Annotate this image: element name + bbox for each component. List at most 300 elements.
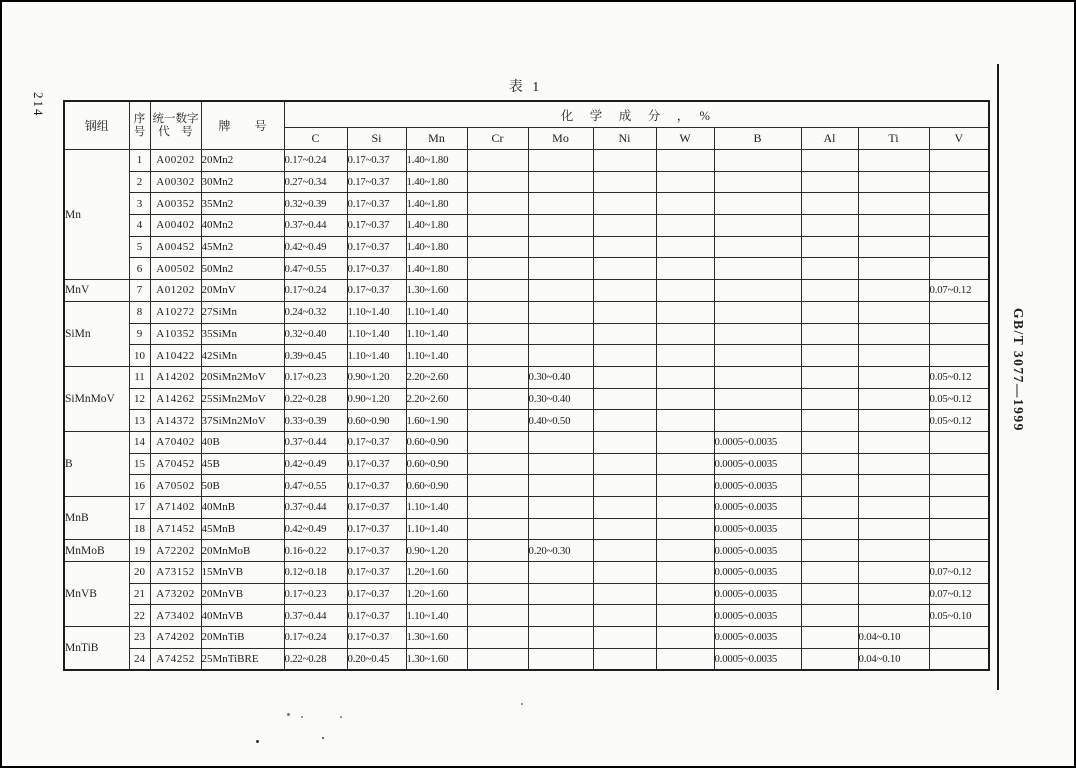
value-cell-al: [801, 323, 858, 345]
value-cell-si: 0.17~0.37: [347, 236, 406, 258]
value-cell-al: [801, 562, 858, 584]
code-cell: A00302: [150, 171, 201, 193]
steel-group-cell: MnVB: [64, 562, 129, 627]
value-cell-mn: 1.60~1.90: [406, 410, 467, 432]
code-cell: A70502: [150, 475, 201, 497]
steel-group-cell: MnB: [64, 497, 129, 540]
grade-cell: 35SiMn: [201, 323, 284, 345]
value-cell-al: [801, 366, 858, 388]
scan-speck: [256, 740, 259, 743]
value-cell-v: [929, 627, 989, 649]
value-cell-mn: 1.40~1.80: [406, 171, 467, 193]
value-cell-mn: 1.30~1.60: [406, 627, 467, 649]
value-cell-c: 0.37~0.44: [284, 431, 347, 453]
value-cell-cr: [467, 171, 528, 193]
value-cell-mn: 0.60~0.90: [406, 475, 467, 497]
value-cell-mo: 0.30~0.40: [528, 366, 593, 388]
value-cell-w: [656, 323, 714, 345]
value-cell-cr: [467, 648, 528, 670]
serial-cell: 18: [129, 518, 150, 540]
steel-group-cell: MnV: [64, 280, 129, 302]
value-cell-ni: [593, 258, 656, 280]
value-cell-ni: [593, 518, 656, 540]
value-cell-mn: 1.20~1.60: [406, 583, 467, 605]
value-cell-ti: [858, 475, 929, 497]
header-serial-line1: 序: [133, 113, 146, 125]
value-cell-si: 0.17~0.37: [347, 497, 406, 519]
code-cell: A00452: [150, 236, 201, 258]
scan-speck: [287, 713, 290, 716]
serial-cell: 12: [129, 388, 150, 410]
value-cell-ni: [593, 345, 656, 367]
serial-cell: 7: [129, 280, 150, 302]
grade-cell: 20MnV: [201, 280, 284, 302]
value-cell-mo: [528, 648, 593, 670]
value-cell-al: [801, 171, 858, 193]
value-cell-si: 0.17~0.37: [347, 453, 406, 475]
value-cell-mo: [528, 193, 593, 215]
steel-group-cell: MnMoB: [64, 540, 129, 562]
value-cell-si: 0.17~0.37: [347, 150, 406, 172]
value-cell-v: [929, 453, 989, 475]
code-cell: A71452: [150, 518, 201, 540]
serial-cell: 10: [129, 345, 150, 367]
value-cell-mo: [528, 497, 593, 519]
value-cell-v: [929, 193, 989, 215]
value-cell-v: [929, 215, 989, 237]
value-cell-mo: [528, 605, 593, 627]
grade-cell: 15MnVB: [201, 562, 284, 584]
table-row: [64, 323, 989, 345]
serial-cell: 9: [129, 323, 150, 345]
value-cell-c: 0.37~0.44: [284, 497, 347, 519]
value-cell-c: 0.17~0.24: [284, 150, 347, 172]
grade-cell: 27SiMn: [201, 301, 284, 323]
serial-cell: 21: [129, 583, 150, 605]
value-cell-v: 0.07~0.12: [929, 583, 989, 605]
value-cell-ti: [858, 366, 929, 388]
value-cell-mo: 0.30~0.40: [528, 388, 593, 410]
value-cell-b: [714, 171, 801, 193]
value-cell-mo: 0.40~0.50: [528, 410, 593, 432]
header-element-w: W: [656, 128, 714, 150]
value-cell-ti: [858, 562, 929, 584]
header-serial-line2: 号: [133, 125, 146, 138]
table-title: 表 1: [508, 80, 543, 95]
margin-rule: [997, 64, 999, 690]
value-cell-v: [929, 150, 989, 172]
steel-group-cell: B: [64, 431, 129, 496]
value-cell-b: [714, 345, 801, 367]
value-cell-ti: [858, 410, 929, 432]
serial-cell: 8: [129, 301, 150, 323]
value-cell-ni: [593, 497, 656, 519]
value-cell-ti: [858, 497, 929, 519]
value-cell-cr: [467, 518, 528, 540]
value-cell-mo: [528, 301, 593, 323]
value-cell-al: [801, 540, 858, 562]
value-cell-c: 0.32~0.39: [284, 193, 347, 215]
value-cell-ti: [858, 583, 929, 605]
value-cell-si: 0.17~0.37: [347, 562, 406, 584]
serial-cell: 1: [129, 150, 150, 172]
value-cell-cr: [467, 345, 528, 367]
value-cell-al: [801, 583, 858, 605]
value-cell-si: 1.10~1.40: [347, 301, 406, 323]
value-cell-v: [929, 236, 989, 258]
code-cell: A00352: [150, 193, 201, 215]
table-row: [64, 388, 989, 410]
grade-cell: 20MnVB: [201, 583, 284, 605]
scan-speck: [322, 737, 324, 739]
table-row: [64, 431, 989, 453]
value-cell-ni: [593, 366, 656, 388]
table-row: [64, 215, 989, 237]
table-row: [64, 150, 989, 172]
value-cell-ni: [593, 171, 656, 193]
value-cell-mn: 1.30~1.60: [406, 280, 467, 302]
value-cell-al: [801, 475, 858, 497]
header-element-ti: Ti: [858, 128, 929, 150]
value-cell-cr: [467, 280, 528, 302]
table-row: [64, 583, 989, 605]
value-cell-si: 0.17~0.37: [347, 431, 406, 453]
code-cell: A00402: [150, 215, 201, 237]
value-cell-al: [801, 648, 858, 670]
value-cell-c: 0.16~0.22: [284, 540, 347, 562]
value-cell-ni: [593, 236, 656, 258]
header-element-si: Si: [347, 128, 406, 150]
value-cell-c: 0.17~0.24: [284, 627, 347, 649]
value-cell-mn: 0.60~0.90: [406, 431, 467, 453]
value-cell-b: [714, 193, 801, 215]
value-cell-al: [801, 301, 858, 323]
grade-cell: 20MnMoB: [201, 540, 284, 562]
header-element-v: V: [929, 128, 989, 150]
value-cell-v: 0.07~0.12: [929, 562, 989, 584]
value-cell-v: 0.05~0.12: [929, 366, 989, 388]
grade-cell: 45Mn2: [201, 236, 284, 258]
value-cell-b: [714, 258, 801, 280]
header-code-line1: 统一数字: [152, 113, 199, 125]
table-row: [64, 497, 989, 519]
value-cell-ti: [858, 171, 929, 193]
value-cell-cr: [467, 627, 528, 649]
value-cell-b: [714, 323, 801, 345]
value-cell-al: [801, 215, 858, 237]
table-row: [64, 366, 989, 388]
header-serial-number: [129, 101, 150, 150]
value-cell-b: 0.0005~0.0035: [714, 605, 801, 627]
chemical-composition-table: [63, 100, 990, 671]
code-cell: A73152: [150, 562, 201, 584]
value-cell-ni: [593, 453, 656, 475]
value-cell-mn: 1.40~1.80: [406, 215, 467, 237]
value-cell-w: [656, 475, 714, 497]
serial-cell: 6: [129, 258, 150, 280]
value-cell-ti: [858, 540, 929, 562]
value-cell-mn: 1.20~1.60: [406, 562, 467, 584]
value-cell-mo: [528, 562, 593, 584]
value-cell-mo: 0.20~0.30: [528, 540, 593, 562]
grade-cell: 37SiMn2MoV: [201, 410, 284, 432]
value-cell-ni: [593, 562, 656, 584]
value-cell-w: [656, 518, 714, 540]
value-cell-v: 0.05~0.12: [929, 410, 989, 432]
serial-cell: 15: [129, 453, 150, 475]
value-cell-ti: [858, 345, 929, 367]
value-cell-mo: [528, 518, 593, 540]
value-cell-si: 0.90~1.20: [347, 366, 406, 388]
value-cell-mo: [528, 258, 593, 280]
value-cell-b: [714, 410, 801, 432]
value-cell-mo: [528, 453, 593, 475]
code-cell: A00502: [150, 258, 201, 280]
value-cell-al: [801, 431, 858, 453]
table-row: [64, 648, 989, 670]
header-steel-group: 钢组: [64, 101, 129, 150]
value-cell-b: [714, 150, 801, 172]
value-cell-ti: [858, 453, 929, 475]
value-cell-al: [801, 345, 858, 367]
value-cell-ti: [858, 280, 929, 302]
value-cell-mo: [528, 475, 593, 497]
value-cell-ti: [858, 301, 929, 323]
value-cell-cr: [467, 431, 528, 453]
value-cell-ni: [593, 605, 656, 627]
value-cell-cr: [467, 410, 528, 432]
value-cell-b: 0.0005~0.0035: [714, 497, 801, 519]
header-element-ni: Ni: [593, 128, 656, 150]
table-row: [64, 453, 989, 475]
value-cell-c: 0.47~0.55: [284, 258, 347, 280]
value-cell-w: [656, 410, 714, 432]
header-code-line2: 代 号: [158, 125, 193, 138]
value-cell-al: [801, 518, 858, 540]
code-cell: A14372: [150, 410, 201, 432]
steel-group-cell: Mn: [64, 150, 129, 280]
serial-cell: 14: [129, 431, 150, 453]
value-cell-mn: 0.60~0.90: [406, 453, 467, 475]
standard-number-label: GB/T 3077—1999: [1011, 308, 1026, 432]
value-cell-v: [929, 497, 989, 519]
serial-cell: 24: [129, 648, 150, 670]
code-cell: A72202: [150, 540, 201, 562]
value-cell-w: [656, 236, 714, 258]
value-cell-v: 0.07~0.12: [929, 280, 989, 302]
value-cell-w: [656, 540, 714, 562]
value-cell-v: [929, 301, 989, 323]
value-cell-c: 0.37~0.44: [284, 215, 347, 237]
value-cell-w: [656, 431, 714, 453]
scan-speck: [301, 716, 303, 718]
code-cell: A10272: [150, 301, 201, 323]
value-cell-b: [714, 388, 801, 410]
grade-cell: 40MnVB: [201, 605, 284, 627]
value-cell-ti: [858, 431, 929, 453]
table-row: [64, 280, 989, 302]
value-cell-al: [801, 627, 858, 649]
value-cell-c: 0.42~0.49: [284, 236, 347, 258]
header-element-mo: Mo: [528, 128, 593, 150]
value-cell-c: 0.42~0.49: [284, 453, 347, 475]
value-cell-cr: [467, 215, 528, 237]
grade-cell: 40Mn2: [201, 215, 284, 237]
serial-cell: 3: [129, 193, 150, 215]
value-cell-w: [656, 648, 714, 670]
value-cell-mo: [528, 627, 593, 649]
header-grade: 牌 号: [201, 101, 284, 150]
value-cell-mo: [528, 171, 593, 193]
value-cell-c: 0.39~0.45: [284, 345, 347, 367]
grade-cell: 42SiMn: [201, 345, 284, 367]
value-cell-w: [656, 388, 714, 410]
value-cell-cr: [467, 453, 528, 475]
value-cell-al: [801, 410, 858, 432]
value-cell-cr: [467, 301, 528, 323]
value-cell-si: 0.17~0.37: [347, 605, 406, 627]
value-cell-cr: [467, 366, 528, 388]
value-cell-w: [656, 193, 714, 215]
value-cell-mn: 1.10~1.40: [406, 497, 467, 519]
value-cell-si: 1.10~1.40: [347, 323, 406, 345]
value-cell-w: [656, 171, 714, 193]
value-cell-ni: [593, 431, 656, 453]
value-cell-ti: [858, 215, 929, 237]
value-cell-b: 0.0005~0.0035: [714, 431, 801, 453]
value-cell-al: [801, 258, 858, 280]
grade-cell: 20SiMn2MoV: [201, 366, 284, 388]
serial-cell: 4: [129, 215, 150, 237]
value-cell-ti: [858, 236, 929, 258]
value-cell-w: [656, 345, 714, 367]
value-cell-w: [656, 583, 714, 605]
grade-cell: 40B: [201, 431, 284, 453]
value-cell-al: [801, 453, 858, 475]
value-cell-mn: 0.90~1.20: [406, 540, 467, 562]
value-cell-cr: [467, 323, 528, 345]
value-cell-al: [801, 236, 858, 258]
value-cell-w: [656, 301, 714, 323]
value-cell-mn: 1.10~1.40: [406, 518, 467, 540]
value-cell-ni: [593, 323, 656, 345]
value-cell-b: [714, 236, 801, 258]
serial-cell: 23: [129, 627, 150, 649]
steel-group-cell: SiMnMoV: [64, 366, 129, 431]
value-cell-b: 0.0005~0.0035: [714, 583, 801, 605]
value-cell-w: [656, 562, 714, 584]
header-chemical-composition: 化 学 成 分 ， %: [284, 101, 989, 128]
value-cell-ti: [858, 193, 929, 215]
value-cell-v: [929, 648, 989, 670]
value-cell-cr: [467, 562, 528, 584]
value-cell-c: 0.32~0.40: [284, 323, 347, 345]
code-cell: A00202: [150, 150, 201, 172]
value-cell-b: [714, 366, 801, 388]
value-cell-v: [929, 431, 989, 453]
table-row: [64, 258, 989, 280]
value-cell-mn: 1.40~1.80: [406, 150, 467, 172]
code-cell: A73202: [150, 583, 201, 605]
value-cell-ni: [593, 388, 656, 410]
value-cell-cr: [467, 497, 528, 519]
value-cell-ni: [593, 410, 656, 432]
value-cell-w: [656, 497, 714, 519]
value-cell-ni: [593, 475, 656, 497]
value-cell-v: [929, 475, 989, 497]
value-cell-al: [801, 497, 858, 519]
header-element-al: Al: [801, 128, 858, 150]
table-row: [64, 193, 989, 215]
value-cell-cr: [467, 388, 528, 410]
value-cell-si: 0.17~0.37: [347, 518, 406, 540]
value-cell-v: [929, 345, 989, 367]
value-cell-w: [656, 258, 714, 280]
value-cell-ni: [593, 193, 656, 215]
value-cell-si: 0.20~0.45: [347, 648, 406, 670]
value-cell-b: 0.0005~0.0035: [714, 627, 801, 649]
value-cell-ni: [593, 583, 656, 605]
code-cell: A74252: [150, 648, 201, 670]
value-cell-si: 0.17~0.37: [347, 193, 406, 215]
grade-cell: 45MnB: [201, 518, 284, 540]
value-cell-al: [801, 280, 858, 302]
table-row: [64, 562, 989, 584]
value-cell-cr: [467, 150, 528, 172]
code-cell: A70402: [150, 431, 201, 453]
value-cell-mo: [528, 280, 593, 302]
value-cell-cr: [467, 540, 528, 562]
value-cell-mn: 1.40~1.80: [406, 236, 467, 258]
header-element-c: C: [284, 128, 347, 150]
table-row: [64, 171, 989, 193]
value-cell-al: [801, 605, 858, 627]
table-row: [64, 410, 989, 432]
value-cell-c: 0.37~0.44: [284, 605, 347, 627]
steel-group-cell: SiMn: [64, 301, 129, 366]
value-cell-b: 0.0005~0.0035: [714, 453, 801, 475]
value-cell-si: 1.10~1.40: [347, 345, 406, 367]
grade-cell: 40MnB: [201, 497, 284, 519]
value-cell-b: 0.0005~0.0035: [714, 475, 801, 497]
serial-cell: 16: [129, 475, 150, 497]
value-cell-si: 0.17~0.37: [347, 583, 406, 605]
value-cell-w: [656, 366, 714, 388]
table-row: [64, 345, 989, 367]
table-row: [64, 301, 989, 323]
value-cell-c: 0.12~0.18: [284, 562, 347, 584]
table-row: [64, 540, 989, 562]
value-cell-b: [714, 280, 801, 302]
grade-cell: 50B: [201, 475, 284, 497]
value-cell-mo: [528, 345, 593, 367]
value-cell-ti: [858, 258, 929, 280]
value-cell-w: [656, 453, 714, 475]
serial-cell: 20: [129, 562, 150, 584]
value-cell-v: 0.05~0.10: [929, 605, 989, 627]
value-cell-ti: 0.04~0.10: [858, 627, 929, 649]
value-cell-mn: 2.20~2.60: [406, 388, 467, 410]
grade-cell: 20Mn2: [201, 150, 284, 172]
value-cell-si: 0.17~0.37: [347, 171, 406, 193]
value-cell-b: 0.0005~0.0035: [714, 518, 801, 540]
value-cell-c: 0.17~0.24: [284, 280, 347, 302]
steel-group-cell: MnTiB: [64, 627, 129, 670]
value-cell-si: 0.60~0.90: [347, 410, 406, 432]
value-cell-ti: [858, 605, 929, 627]
value-cell-ni: [593, 540, 656, 562]
grade-cell: 50Mn2: [201, 258, 284, 280]
